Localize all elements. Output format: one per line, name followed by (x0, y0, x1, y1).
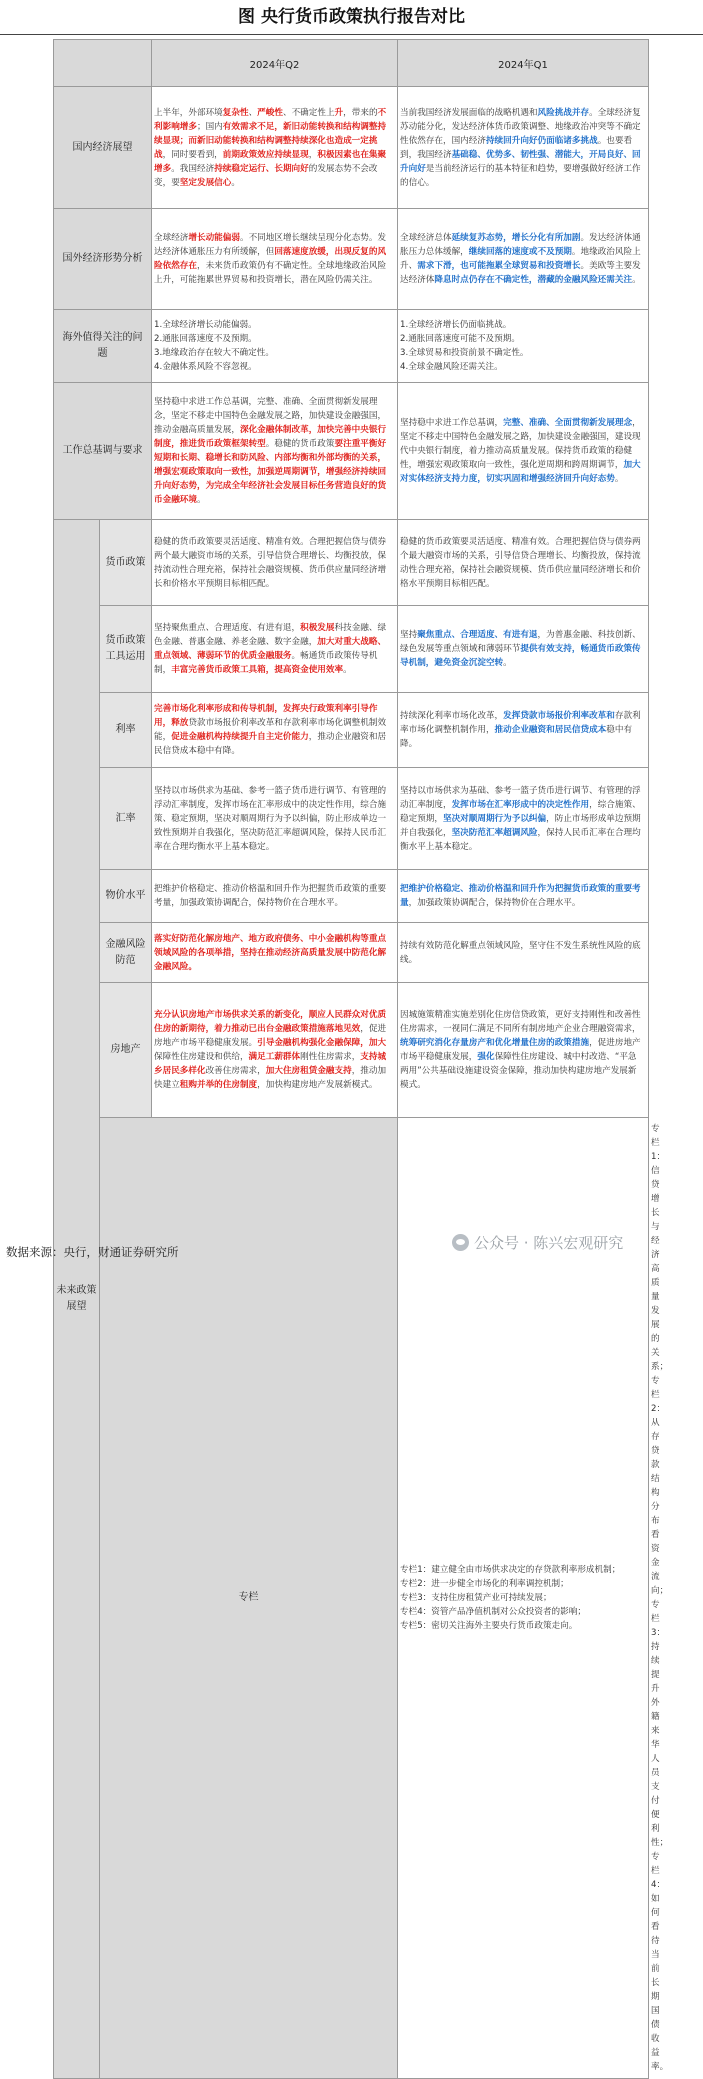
body-text: 改善住房需求， (205, 1066, 266, 1076)
body-text: 的发展态势不会改变，要 (154, 163, 378, 188)
body-text: ，防止市场形成单边预期并自我强化， (400, 813, 641, 838)
figure-title: 图 央行货币政策执行报告对比 (0, 0, 703, 35)
cell-rate-q2 (152, 693, 398, 768)
highlight-text: 严峻性 (257, 107, 283, 118)
list-item: 2.通胀回落速度可能不及预期。 (400, 334, 520, 344)
body-text: 贷款市场报价利率改革和存款利率市场化调整机制效能， (154, 718, 387, 742)
list-item: 专栏5：密切关注海外主要央行货币政策走向。 (400, 1621, 578, 1631)
body-text: 持续有效防范化解重点领域风险，坚守住不发生系统性风险的底线。 (400, 940, 641, 965)
body-text: ，加强政策协调配合，保持物价在合理水平。 (408, 898, 581, 908)
highlight-text: 加大对实体经济支持力度，切实巩固和增强经济回升向好态势 (400, 460, 641, 484)
highlight-text: 发挥市场在汇率形成中的决定性作用 (451, 799, 590, 810)
row-risk (54, 923, 649, 983)
body-text: 因城施策精准实施差别化住房信贷政策，更好支持刚性和改善性住房需求，一视同仁满足不同所有制房地产企业合理融资需求， (400, 1010, 641, 1034)
label-tools: 货币政策工具运用 (100, 606, 152, 693)
highlight-text: 持续稳定运行、长期向好 (214, 163, 309, 174)
cell-work-q1 (398, 383, 649, 520)
highlight-text: 深化金融体制改革，加快完善中央银行制度，推进货币政策框架转型 (154, 425, 387, 449)
body-text: ，坚定不移走中国特色金融发展之路，加快建设金融强国，建设现代中央银行制度，着力推动高质量发展。保持货币政策的稳健性，增强宏观政策取向一致性，强化逆周期和跨周期调节， (400, 418, 641, 470)
body-text: 。全球经济复苏动能分化，发达经济体货币政策调整、地缘政治冲突等不确定性依然存在，国内经济 (400, 107, 641, 146)
body-text: ，为普惠金融、科技创新、绿色发展等重点领域和薄弱环节 (400, 630, 641, 654)
body-text: 持续深化利率市场化改革， (400, 711, 504, 721)
highlight-text: 积极因素也在集聚增多 (154, 149, 387, 174)
watermark-text: 公众号 · 陈兴宏观研究 (474, 1234, 624, 1252)
list-item: 2.通胀回落速度不及预期。 (154, 334, 257, 344)
header-row (54, 40, 649, 87)
label-future: 未来政策展望 (54, 520, 100, 2079)
body-text: ，促进房地产市场平稳健康发展， (400, 1038, 641, 1062)
list-item: 专栏2：进一步健全市场化的利率调控机制； (400, 1579, 569, 1589)
cell-foreign-q1 (398, 209, 649, 310)
highlight-text: 租购并举的住房制度 (179, 1080, 258, 1090)
highlight-text: 有效需求不足，新旧动能转换和结构调整持续显现 (154, 121, 387, 146)
highlight-text: 增长动能偏弱 (188, 233, 240, 243)
body-text: 。我国经济 (171, 163, 215, 174)
highlight-text: 需求下滑，也可能拖累全球贸易和投资增长 (417, 261, 581, 271)
cell-overseas-q2 (152, 310, 398, 383)
highlight-text: 提供有效支持，畅通货币政策传导机制，避免资金沉淀空转 (400, 644, 641, 668)
highlight-text: 加大对重大战略、重点领域、薄弱环节的优质金融服务 (154, 637, 387, 661)
body-text: ，保持人民币汇率在合理均衡水平上基本稳定。 (400, 827, 641, 852)
body-text: 把维护价格稳定、推动价格温和回升作为把握货币政策的重要考量，加强政策协调配合，保持物价在合理水平。 (154, 884, 387, 908)
body-text: ，同时要看到， (162, 149, 223, 160)
row-column: 专栏 专栏1：建立健全由市场供求决定的存贷款利率形成机制； 专栏2：进一步健全市场化的利率调控机制； 专栏3：支持住房租赁产业可持续发展； 专栏4：资管产品净值机制对公众投资者的影响； 专栏5：密切关注海外主要央行货币政策走向。 专栏1：信贷增长与经济高质量发展的关系； 专栏2：从存贷款结构分布看资金流向； 专栏3：持续提升外籍来华人员支付便利性； 专栏4：如何看待当前长期国债收益率。 (54, 1118, 649, 2079)
body-text: 坚持聚焦重点、合理适度、有进有退， (154, 623, 301, 633)
highlight-text: 前期政策效应持续显现 (222, 149, 309, 160)
row-overseas (54, 310, 649, 383)
row-realestate (54, 983, 649, 1118)
watermark (452, 1232, 623, 1253)
cell-monetary-q1 (398, 520, 649, 606)
cell-tools-q2 (152, 606, 398, 693)
row-work (54, 383, 649, 520)
highlight-text: 统筹研究消化存量房产和优化增量住房的政策措施 (400, 1038, 590, 1048)
body-text: 全球经济 (154, 233, 189, 243)
body-text: 。不同地区增长继续呈现分化态势。发达经济体通胀压力有所缓解，但 (154, 233, 387, 257)
highlight-text: 落实好防范化解房地产、地方政府债务、中小金融机构等重点领域风险的各项举措，坚持在推动经济高质量发展中防范化解金融风险。 (154, 933, 387, 972)
highlight-text: 要注重平衡好短期和长期、稳增长和防风险、内部均衡和外部均衡的关系，增强宏观政策取向一致性，加强逆周期调节，增强经济持续回升向好态势，为完成全年经济社会发展目标任务营造良好的货币金融环境 (154, 439, 387, 505)
body-text: 保障性住房建设、城中村改造、“平急两用”公共基础设施建设资金保障，推动加快构建房地产发展新模式。 (400, 1052, 637, 1090)
list-item: 1.全球经济增长仍面临挑战。 (400, 320, 512, 330)
cell-overseas-q1 (398, 310, 649, 383)
body-text: 坚持以市场供求为基础、参考一篮子货币进行调节、有管理的浮动汇率制度， (400, 785, 641, 810)
label-price: 物价水平 (100, 870, 152, 923)
list-item: 4.全球金融风险还需关注。 (400, 362, 503, 372)
highlight-text: 完整、准确、全面贯彻新发展理念 (503, 418, 633, 428)
label-overseas: 海外值得关注的问题 (54, 310, 152, 383)
list-item: 专栏1：建立健全由市场供求决定的存贷款利率形成机制； (400, 1565, 621, 1575)
cell-fx-q2 (152, 768, 398, 870)
cell-realestate-q2 (152, 983, 398, 1118)
body-text: 。发达经济体通胀压力总体缓解， (400, 233, 641, 257)
list-item: 4.金融体系风险不容忽视。 (154, 362, 257, 372)
highlight-text: 复杂性 (222, 107, 249, 118)
label-work: 工作总基调与要求 (54, 383, 152, 520)
body-text: 、不确定性上 (282, 107, 335, 118)
cell-foreign-q2 (152, 209, 398, 310)
highlight-text: 升 (334, 107, 344, 118)
highlight-text: 推动企业融资和居民信贷成本 (494, 725, 607, 735)
comparison-table (53, 39, 669, 2079)
row-foreign (54, 209, 649, 310)
body-text: 。美欧等主要发达经济体 (400, 261, 641, 285)
body-text: ，推动企业融资和居民信贷成本稳中有降。 (154, 732, 387, 756)
body-text: 。 (343, 665, 352, 675)
header-blank (54, 40, 152, 87)
body-text: ，促进房地产市场平稳健康发展。 (154, 1024, 387, 1048)
data-source: 数据来源：央行，财通证券研究所 (6, 1245, 179, 1259)
body-text: ，带来的 (343, 107, 378, 118)
cell-monetary-q2 (152, 520, 398, 606)
cell-tools-q1 (398, 606, 649, 693)
body-text: ，未来货币政策仍有不确定性。全球地缘政治风险上升，可能拖累世界贸易和投资增长，潜在风险仍需关注。 (154, 261, 387, 285)
body-text: 稳健的货币政策要灵活适度、精准有效。合理把握信贷与债券两个最大融资市场的关系，引导信贷合理增长、均衡投放，保持流动性合理充裕，保持社会融资规模、货币供应量同经济增长和价格水平预期目标相匹配。 (400, 536, 641, 589)
body-text: 。也要看到，我国经济 (400, 135, 633, 160)
body-text: 。畅通货币政策传导机制， (154, 651, 378, 675)
label-column: 专栏 (100, 1118, 398, 2079)
body-text: ，加快构建房地产发展新模式。 (257, 1080, 378, 1090)
body-text: 稳中有降。 (400, 725, 633, 749)
label-fx: 汇率 (100, 768, 152, 870)
highlight-text: 不利影响增多 (154, 107, 387, 132)
body-text: 科技金融、绿色金融、普惠金融、养老金融、数字金融， (154, 623, 387, 647)
highlight-text: 充分认识房地产市场供求关系的新变化，顺应人民群众对优质住房的新期待，着力推动已出台金融政策措施落地见效 (154, 1010, 387, 1034)
cell-risk-q2 (152, 923, 398, 983)
cell-realestate-q1 (398, 983, 649, 1118)
cell-rate-q1 (398, 693, 649, 768)
row-fx (54, 768, 649, 870)
label-realestate: 房地产 (100, 983, 152, 1118)
body-text: 坚持稳中求进工作总基调，完整、准确、全面贯彻新发展理念，坚定不移走中国特色金融发展之路，加快建设金融强国，推动金融高质量发展， (154, 397, 387, 435)
list-item: 3.全球贸易和投资前景不确定性。 (400, 348, 529, 358)
list-item: 专栏4：资管产品净值机制对公众投资者的影响； (400, 1607, 586, 1617)
header-q2: 2024年Q2 (152, 40, 398, 87)
highlight-text: 把维护价格稳定、推动价格温和回升作为把握货币政策的重要考量 (400, 884, 641, 908)
body-text: ，推动加快建立 (154, 1066, 387, 1090)
highlight-text: 回落速度放缓，出现反复的风险依然存在 (154, 247, 387, 271)
body-text: 。 (231, 177, 240, 188)
body-text: ；国内 (196, 121, 223, 132)
highlight-text: 支持城乡居民多样化 (154, 1052, 387, 1076)
label-monetary: 货币政策 (100, 520, 152, 606)
highlight-text: 引导金融机构强化金融保障，加大 (257, 1038, 387, 1048)
label-risk: 金融风险防范 (100, 923, 152, 983)
label-rate: 利率 (100, 693, 152, 768)
highlight-text: 丰富完善货币政策工具箱，提高资金使用效率 (171, 665, 344, 675)
row-price (54, 870, 649, 923)
highlight-text: 加大住房租赁金融支持 (265, 1066, 352, 1076)
highlight-text: 延续复苏态势，增长分化有所加剧 (451, 233, 581, 243)
body-text: 刚性住房需求， (300, 1052, 361, 1062)
highlight-text: 促进金融机构持续提升自主定价能力 (171, 732, 309, 742)
label-foreign: 国外经济形势分析 (54, 209, 152, 310)
body-text: 是当前经济运行的基本特征和趋势，要增强做好经济工作的信心。 (400, 163, 641, 188)
label-domestic: 国内经济展望 (54, 87, 152, 209)
body-text: 存款利率市场化调整机制作用， (400, 711, 641, 735)
highlight-text: 强化 (477, 1052, 495, 1062)
list-item: 1.全球经济增长动能偏弱。 (154, 320, 257, 330)
body-text: 坚持稳中求进工作总基调， (400, 418, 504, 428)
header-q1: 2024年Q1 (398, 40, 649, 87)
row-monetary (54, 520, 649, 606)
list-item: 专栏3：支持住房租赁产业可持续发展； (400, 1593, 552, 1603)
highlight-text: 风险挑战并存 (537, 107, 590, 118)
body-text: ， (308, 149, 318, 160)
body-text: 。 (196, 495, 206, 505)
row-rate (54, 693, 649, 768)
highlight-text: 持续回升向好仍面临诸多挑战 (485, 135, 598, 146)
body-text: 。 (503, 658, 512, 668)
highlight-text: 坚定发展信心 (179, 177, 232, 188)
cell-domestic-q2 (152, 87, 398, 209)
body-text: 保障性住房建设和供给， (154, 1052, 249, 1062)
row-domestic (54, 87, 649, 209)
list-item: 3.地缘政治存在较大不确定性。 (154, 348, 274, 358)
cell-price-q1 (398, 870, 649, 923)
highlight-text: 聚焦重点、合理适度、有进有退 (417, 630, 538, 640)
highlight-text: 降息时点仍存在不确定性，潜藏的金融风险还需关注 (434, 275, 633, 285)
highlight-text: 积极发展 (300, 623, 335, 633)
body-text: 坚持以市场供求为基础、参考一篮子货币进行调节、有管理的浮动汇率制度，发挥市场在汇率形成中的决定性作用，综合施策、稳定预期，坚决对顺周期行为予以纠偏，防止形成单边一致性预期并自我强化，坚决防范汇率超调风险，保持人民币汇率在合理均衡水平上基本稳定。 (154, 785, 387, 852)
body-text: 坚持 (400, 630, 418, 640)
row-tools (54, 606, 649, 693)
cell-domestic-q1 (398, 87, 649, 209)
body-text: 、 (248, 107, 258, 118)
body-text: 全球经济总体 (400, 233, 452, 243)
highlight-text: 坚决对顺周期行为予以纠偏 (442, 813, 547, 824)
wechat-icon (452, 1234, 469, 1251)
highlight-text: 坚决防范汇率超调风险 (451, 827, 538, 838)
cell-column-q2 (398, 1118, 649, 2079)
cell-risk-q1 (398, 923, 649, 983)
highlight-text: 完善市场化利率形成和传导机制，发挥央行政策利率引导作用，释放 (154, 704, 378, 728)
body-text: 当前我国经济发展面临的战略机遇和 (400, 107, 538, 118)
body-text: 上半年，外部环境 (154, 107, 223, 118)
body-text: 。稳健的货币政策 (265, 439, 335, 449)
body-text: ，综合施策、稳定预期， (400, 799, 641, 824)
body-text: 。 (614, 474, 624, 484)
highlight-text: 基础稳、优势多、韧性强、潜能大，开局良好、回升向好 (400, 149, 641, 174)
highlight-text: 发挥贷款市场报价利率改革和 (503, 711, 615, 721)
cell-price-q2 (152, 870, 398, 923)
cell-fx-q1 (398, 768, 649, 870)
cell-work-q2 (152, 383, 398, 520)
body-text: 稳健的货币政策要灵活适度、精准有效。合理把握信贷与债券两个最大融资市场的关系，引导信贷合理增长、均衡投放，保持流动性合理充裕，保持社会融资规模、货币供应量同经济增长和价格水平预期目标相匹配。 (154, 536, 387, 589)
highlight-text: ；而新旧动能转换和结构调整持续深化也造成一定挑战 (154, 135, 378, 160)
highlight-text: 继续回落的速度或不及预期 (468, 247, 572, 257)
body-text: 。 (632, 275, 641, 285)
highlight-text: 满足工薪群体 (248, 1052, 301, 1062)
body-text: 。地缘政治风险上升、 (400, 247, 641, 271)
